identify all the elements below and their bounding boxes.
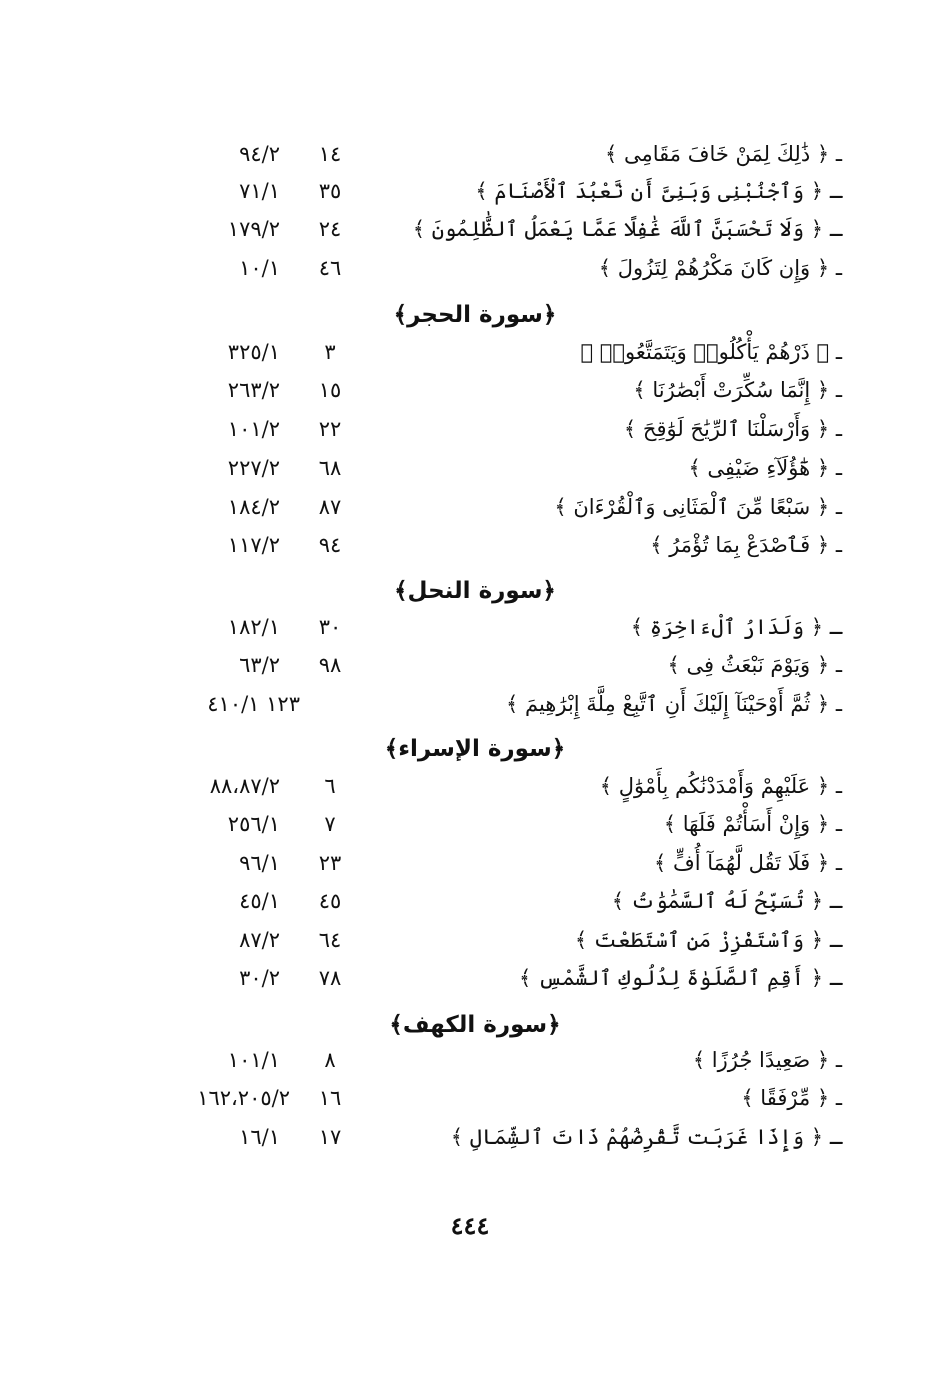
verse-text: ـ ﴿ إِنَّمَا سُكِّرَتْ أَبْصَٰرُنَا ﴾ bbox=[633, 378, 842, 402]
page-reference: ٣٢٥/١ bbox=[227, 340, 280, 364]
page-reference: ١٠/١ bbox=[239, 256, 280, 280]
verse-text: ـ ﴿ سَبْعًا مِّنَ ٱلْمَثَانِى وَٱلْقُرْءَانَ ﴾ bbox=[554, 495, 842, 519]
ayah-number: ٨ bbox=[324, 1048, 336, 1072]
page-reference: ١١٧/٢ bbox=[227, 533, 280, 557]
ayah-number: ٩٨ bbox=[318, 653, 342, 677]
ayah-number: ٢٣ bbox=[318, 851, 342, 875]
surah-heading-nahl: ﴿سورة النحل﴾ bbox=[394, 578, 556, 604]
page-reference: ١٦/١ bbox=[239, 1125, 280, 1149]
index-row bbox=[0, 211, 952, 247]
verse-text: ـ ﴿ ثُمَّ أَوْحَيْنَآ إِلَيْكَ أَنِ ٱتَّبِعْ مِلَّةَ إِبْرَٰهِيمَ ﴾ bbox=[506, 692, 842, 716]
verse-text: ـ ﴿ هَٰٓؤُلَآءِ ضَيْفِى ﴾ bbox=[688, 456, 842, 480]
page-reference: ٩٤/٢ bbox=[239, 142, 280, 166]
page-reference: ١٠١/١ bbox=[227, 1048, 280, 1072]
ayah-number: ٧٨ bbox=[318, 966, 342, 990]
ayah-number: ٢٤ bbox=[318, 217, 342, 241]
page-reference: ١٨٢/١ bbox=[227, 615, 280, 639]
verse-text: ـ ﴿ فَٱصْدَعْ بِمَا تُؤْمَرُ ﴾ bbox=[650, 533, 842, 557]
index-row bbox=[0, 136, 952, 172]
verse-text: ـ ﴿ ذَٰلِكَ لِمَنْ خَافَ مَقَامِى ﴾ bbox=[605, 142, 842, 166]
index-row bbox=[0, 450, 952, 486]
page-reference: ٩٦/١ bbox=[239, 851, 280, 875]
index-row bbox=[0, 334, 952, 370]
index-row bbox=[0, 686, 952, 722]
verse-text: ـ ﴿ تُسَبِّحُ لَهُ ٱلسَّمَٰوَٰتُ ﴾ bbox=[611, 889, 842, 913]
page-reference: ١٧٩/٢ bbox=[227, 217, 280, 241]
verse-text: ـ ﴿ ذَرْهُمْ يَأْكُلُوا۟ وَيَتَمَتَّعُوا۟ ﴾ bbox=[580, 340, 842, 364]
verse-text: ـ ﴿ وَٱسْتَفْزِزْ مَنِ ٱسْتَطَعْتَ ﴾ bbox=[574, 928, 842, 952]
verse-text: ـ ﴿ فَلَا تَقُل لَّهُمَآ أُفٍّ ﴾ bbox=[654, 851, 842, 875]
verse-text: ـ ﴿ وَٱجْنُبْنِى وَبَنِىَّ أَن نَّعْبُدَ ٱلْأَصْنَامَ ﴾ bbox=[475, 179, 842, 203]
ayah-number: ٩٤ bbox=[318, 533, 342, 557]
verse-text: ـ ﴿ صَعِيدًا جُرُزًا ﴾ bbox=[692, 1048, 842, 1072]
page-reference: ١٢٣ ٤١٠/١ bbox=[207, 692, 300, 716]
index-row bbox=[0, 922, 952, 958]
ayah-number: ١٦ bbox=[318, 1086, 342, 1110]
index-row bbox=[0, 527, 952, 563]
ayah-number: ١٧ bbox=[318, 1125, 342, 1149]
index-row bbox=[0, 1119, 952, 1155]
surah-heading-hijr: ﴿سورة الحجر﴾ bbox=[393, 302, 557, 328]
surah-heading-isra: ﴿سورة الإسراء﴾ bbox=[384, 736, 566, 762]
page-reference: ١٠١/٢ bbox=[227, 417, 280, 441]
index-row bbox=[0, 883, 952, 919]
verse-text: ـ ﴿ مِّرْفَقًا ﴾ bbox=[741, 1086, 842, 1110]
index-row bbox=[0, 372, 952, 408]
page-reference: ٧١/١ bbox=[239, 179, 280, 203]
verse-text: ـ ﴿ وَأَرْسَلْنَا ٱلرِّيَٰحَ لَوَٰقِحَ ﴾ bbox=[623, 417, 842, 441]
ayah-number: ٣٠ bbox=[318, 615, 342, 639]
page-number: ٤٤٤ bbox=[450, 1211, 490, 1240]
index-row bbox=[0, 173, 952, 209]
surah-heading-kahf: ﴿سورة الكهف﴾ bbox=[389, 1012, 561, 1038]
index-row bbox=[0, 960, 952, 996]
page-reference: ٨٧/٢ bbox=[239, 928, 280, 952]
page-reference: ١٦٢،٢٠٥/٢ bbox=[197, 1086, 290, 1110]
ayah-number: ٤٦ bbox=[318, 256, 342, 280]
verse-text: ـ ﴿ وَإِنْ أَسَأْتُمْ فَلَهَا ﴾ bbox=[663, 812, 842, 836]
ayah-number: ٣ bbox=[324, 340, 336, 364]
index-row bbox=[0, 768, 952, 804]
index-row bbox=[0, 806, 952, 842]
ayah-number: ١٥ bbox=[318, 378, 342, 402]
ayah-number: ٨٧ bbox=[318, 495, 342, 519]
ayah-number: ٦٨ bbox=[318, 456, 342, 480]
page-reference: ٢٦٣/٢ bbox=[227, 378, 280, 402]
verse-text: ـ ﴿ وَلَا تَحْسَبَنَّ ٱللَّهَ غَٰفِلًا عَمَّا يَعْمَلُ ٱلظَّٰلِمُونَ ﴾ bbox=[412, 217, 842, 241]
index-row bbox=[0, 1080, 952, 1116]
ayah-number: ١٤ bbox=[318, 142, 342, 166]
ayah-number: ٣٥ bbox=[318, 179, 342, 203]
index-row bbox=[0, 411, 952, 447]
page-reference: ٣٠/٢ bbox=[239, 966, 280, 990]
ayah-number: ٤٥ bbox=[318, 889, 342, 913]
index-row bbox=[0, 489, 952, 525]
index-row bbox=[0, 250, 952, 286]
page-reference: ٤٥/١ bbox=[239, 889, 280, 913]
index-row bbox=[0, 609, 952, 645]
verse-text: ـ ﴿ وَلَدَارُ ٱلْءَاخِرَةِ ﴾ bbox=[630, 615, 842, 639]
verse-text: ـ ﴿ أَقِمِ ٱلصَّلَوٰةَ لِدُلُوكِ ٱلشَّمْسِ ﴾ bbox=[518, 966, 842, 990]
verse-text: ـ ﴿ وَيَوْمَ نَبْعَثُ فِى ﴾ bbox=[667, 653, 842, 677]
page-reference: ١٨٤/٢ bbox=[227, 495, 280, 519]
page-reference: ٦٣/٢ bbox=[239, 653, 280, 677]
verse-text: ـ ﴿ وَإِن كَانَ مَكْرُهُمْ لِتَزُولَ ﴾ bbox=[598, 256, 842, 280]
index-row bbox=[0, 1042, 952, 1078]
ayah-number: ٦٤ bbox=[318, 928, 342, 952]
verse-text: ـ ﴿ وَإِذَا غَرَبَت تَّقْرِضُهُمْ ذَاتَ ٱلشِّمَالِ ﴾ bbox=[450, 1125, 842, 1149]
index-row bbox=[0, 647, 952, 683]
page-reference: ٢٢٧/٢ bbox=[227, 456, 280, 480]
page-reference: ٢٥٦/١ bbox=[227, 812, 280, 836]
ayah-number: ٦ bbox=[324, 774, 336, 798]
page-reference: ٨٨،٨٧/٢ bbox=[209, 774, 280, 798]
index-row bbox=[0, 845, 952, 881]
ayah-number: ٧ bbox=[324, 812, 336, 836]
ayah-number: ٢٢ bbox=[318, 417, 342, 441]
verse-text: ـ ﴿ عَلَيْهِمْ وَأَمْدَدْنَٰكُم بِأَمْوَٰلٍ ﴾ bbox=[599, 774, 842, 798]
